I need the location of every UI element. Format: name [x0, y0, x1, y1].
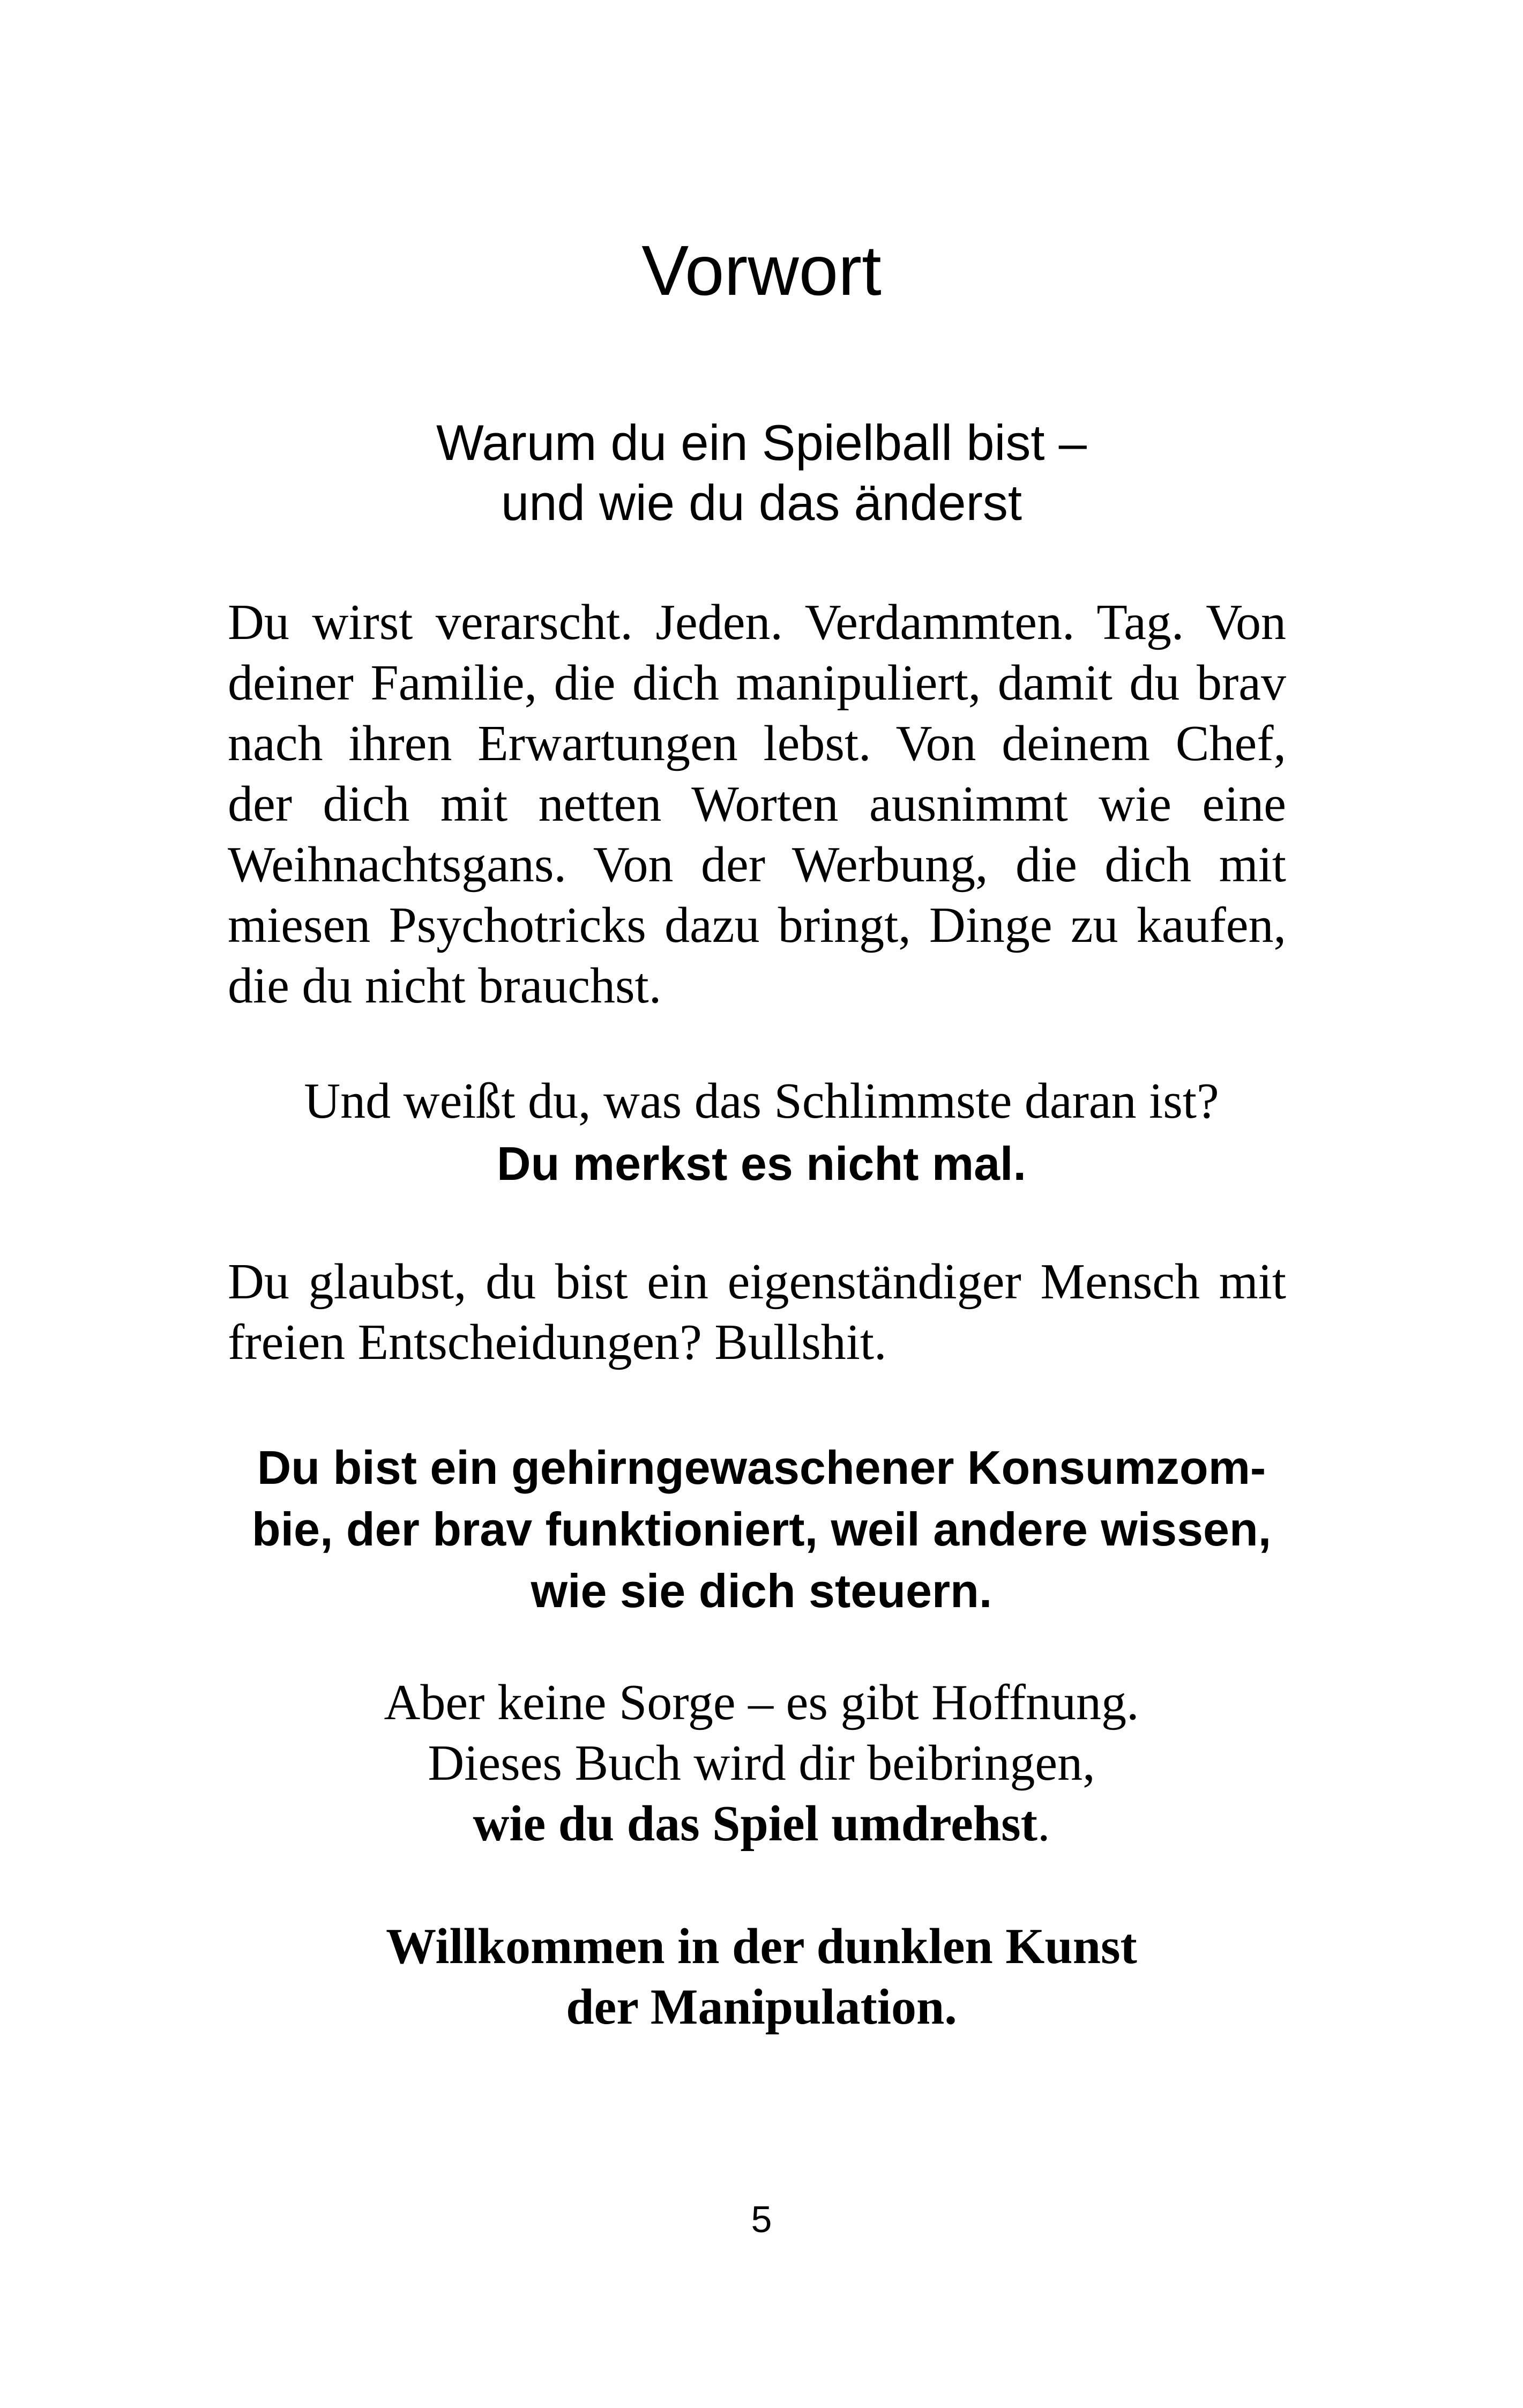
closing-line-1: Willkommen in der dunklen Kunst [386, 1919, 1137, 1974]
paragraph-line: deiner Familie, die dich manipuliert, damit du brav [228, 655, 1286, 711]
bold-statement [0, 1437, 1523, 1622]
paragraph-line: Weihnachtsgans. Von der Werbung, die dich mit [228, 837, 1286, 893]
statement-line: wie sie dich steuern. [531, 1564, 992, 1617]
paragraph-line: Du wirst verarscht. Jeden. Verdammten. Tag. Von [228, 594, 1286, 650]
hope-line-3 [0, 1794, 1523, 1854]
statement-line: bie, der brav funktioniert, weil andere wissen, [251, 1503, 1272, 1556]
subtitle-line-2: und wie du das änderst [501, 474, 1022, 531]
statement-line: Du bist ein gehirngewaschener Konsumzom- [257, 1441, 1266, 1494]
paragraph-line: miesen Psychotricks dazu bringt, Dinge zu kaufen, [228, 897, 1286, 953]
question-line: Und weißt du, was das Schlimmste daran ist? [304, 1073, 1219, 1129]
second-paragraph [228, 1252, 1286, 1373]
hope-line-2: Dieses Buch wird dir beibringen, [428, 1735, 1095, 1791]
subtitle-line-1: Warum du ein Spielball bist – [436, 414, 1087, 471]
intro-paragraph [228, 592, 1286, 1016]
hope-paragraph [0, 1673, 1523, 1854]
paragraph-line: der dich mit netten Worten ausnimmt wie eine [228, 776, 1286, 832]
page-number: 5 [751, 2198, 772, 2240]
paragraph-line: die du nicht brauchst. [228, 958, 662, 1014]
closing-statement [0, 1916, 1523, 2038]
paragraph-line: nach ihren Erwartungen lebst. Von deinem Chef, [228, 716, 1286, 771]
hope-line-3-bold: wie du das Spiel umdrehst [473, 1796, 1037, 1852]
chapter-subtitle [0, 413, 1523, 533]
paragraph-line: Du glaubst, du bist ein eigenständiger Mensch mit [228, 1254, 1286, 1310]
hope-line-3-period: . [1037, 1796, 1050, 1852]
paragraph-line: freien Entscheidungen? Bullshit. [228, 1314, 887, 1370]
hope-line-1: Aber keine Sorge – es gibt Hoffnung. [384, 1675, 1139, 1730]
answer-line: Du merkst es nicht mal. [497, 1137, 1026, 1190]
closing-line-2: der Manipulation. [566, 1979, 957, 2035]
page-title: Vorwort [641, 231, 882, 310]
